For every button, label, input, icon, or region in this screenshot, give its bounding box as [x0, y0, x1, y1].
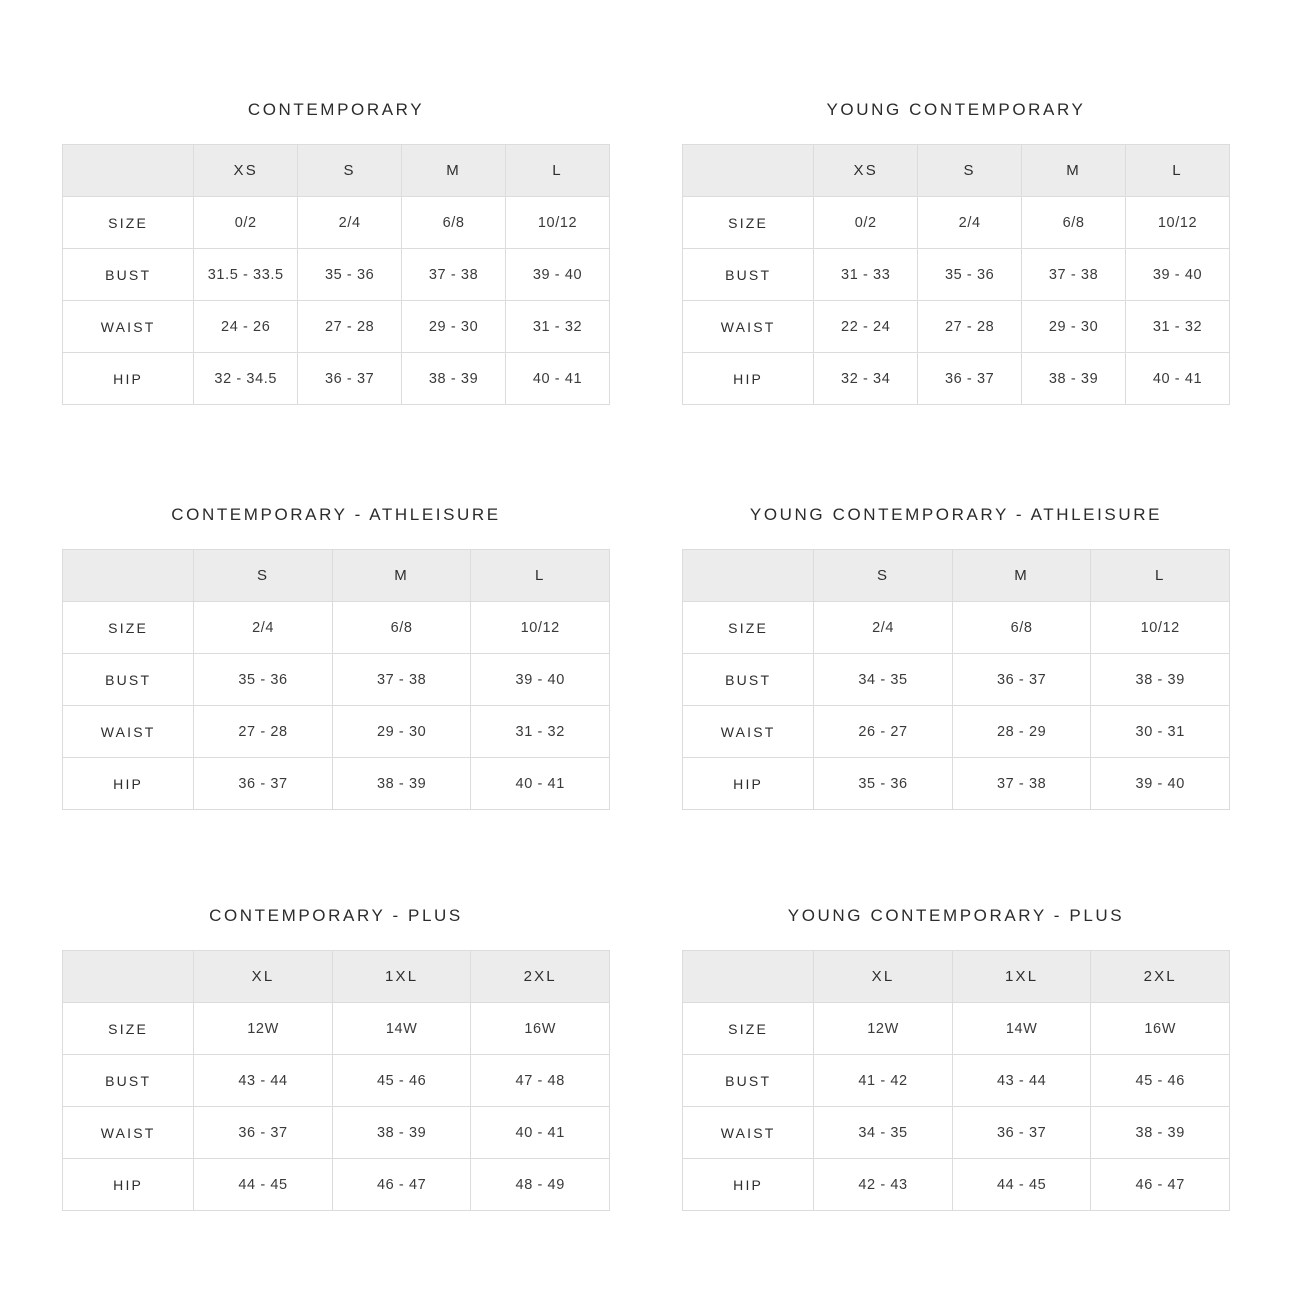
- table-cell: 2/4: [918, 197, 1022, 249]
- table-cell: 48 - 49: [471, 1159, 610, 1211]
- row-label: BUST: [63, 249, 194, 301]
- table-cell: 10/12: [1091, 602, 1230, 654]
- table-cell: 0/2: [194, 197, 298, 249]
- table-head: [683, 145, 1230, 197]
- table-cell: 12W: [194, 1003, 333, 1055]
- table-cell: 44 - 45: [952, 1159, 1091, 1211]
- table-cell: 40 - 41: [506, 353, 610, 405]
- column-header: S: [194, 550, 333, 602]
- table-cell: 40 - 41: [471, 1107, 610, 1159]
- table-row: [63, 758, 610, 810]
- table-cell: 38 - 39: [1022, 353, 1126, 405]
- table-cell: 34 - 35: [814, 1107, 953, 1159]
- table-row: [63, 301, 610, 353]
- table-row: [683, 1003, 1230, 1055]
- table-cell: 39 - 40: [506, 249, 610, 301]
- row-label: WAIST: [683, 706, 814, 758]
- size-table: [682, 144, 1230, 405]
- table-cell: 27 - 28: [194, 706, 333, 758]
- table-cell: 10/12: [1126, 197, 1230, 249]
- table-corner-cell: [683, 145, 814, 197]
- table-corner-cell: [683, 951, 814, 1003]
- table-row: [63, 197, 610, 249]
- block-title: YOUNG CONTEMPORARY - PLUS: [787, 906, 1125, 925]
- row-label: HIP: [63, 353, 194, 405]
- table-header-row: [63, 550, 610, 602]
- column-header: XL: [814, 951, 953, 1003]
- table-cell: 37 - 38: [402, 249, 506, 301]
- size-chart-block-contemporary-plus: [62, 906, 610, 1211]
- table-cell: 6/8: [332, 602, 471, 654]
- size-chart-block-young-contemporary-athleisure: [682, 505, 1230, 810]
- table-head: [63, 550, 610, 602]
- table-cell: 36 - 37: [952, 1107, 1091, 1159]
- table-row: [63, 706, 610, 758]
- table-cell: 38 - 39: [1091, 654, 1230, 706]
- column-header: XL: [194, 951, 333, 1003]
- table-cell: 38 - 39: [402, 353, 506, 405]
- table-cell: 31 - 33: [814, 249, 918, 301]
- table-cell: 14W: [952, 1003, 1091, 1055]
- size-table: [62, 950, 610, 1211]
- table-corner-cell: [683, 550, 814, 602]
- table-cell: 31 - 32: [506, 301, 610, 353]
- block-title: CONTEMPORARY: [247, 100, 425, 119]
- row-label: SIZE: [63, 602, 194, 654]
- table-cell: 2/4: [194, 602, 333, 654]
- table-cell: 28 - 29: [952, 706, 1091, 758]
- table-corner-cell: [63, 550, 194, 602]
- section-spacer: [682, 810, 1230, 906]
- table-cell: 16W: [1091, 1003, 1230, 1055]
- table-cell: 36 - 37: [194, 1107, 333, 1159]
- column-header: L: [471, 550, 610, 602]
- table-row: [63, 1055, 610, 1107]
- table-cell: 39 - 40: [471, 654, 610, 706]
- row-label: WAIST: [683, 1107, 814, 1159]
- row-label: HIP: [683, 1159, 814, 1211]
- row-label: HIP: [63, 758, 194, 810]
- table-head: [63, 145, 610, 197]
- section-spacer: [62, 405, 610, 505]
- size-chart-block-contemporary: [62, 100, 610, 405]
- column-header: S: [918, 145, 1022, 197]
- table-row: [63, 602, 610, 654]
- table-cell: 47 - 48: [471, 1055, 610, 1107]
- table-cell: 10/12: [471, 602, 610, 654]
- table-row: [63, 1107, 610, 1159]
- table-cell: 38 - 39: [332, 758, 471, 810]
- section-spacer: [682, 405, 1230, 505]
- size-chart-block-contemporary-athleisure: [62, 505, 610, 810]
- table-cell: 12W: [814, 1003, 953, 1055]
- column-header: XS: [814, 145, 918, 197]
- table-row: [683, 1055, 1230, 1107]
- block-title: CONTEMPORARY - PLUS: [209, 906, 463, 925]
- column-header: M: [402, 145, 506, 197]
- table-corner-cell: [63, 951, 194, 1003]
- column-header: M: [332, 550, 471, 602]
- table-cell: 27 - 28: [918, 301, 1022, 353]
- row-label: SIZE: [63, 197, 194, 249]
- size-table: [62, 144, 610, 405]
- row-label: SIZE: [683, 602, 814, 654]
- table-cell: 43 - 44: [194, 1055, 333, 1107]
- table-cell: 40 - 41: [471, 758, 610, 810]
- table-row: [63, 1003, 610, 1055]
- column-header: 2XL: [1091, 951, 1230, 1003]
- table-cell: 42 - 43: [814, 1159, 953, 1211]
- table-cell: 2/4: [298, 197, 402, 249]
- table-body: [683, 197, 1230, 405]
- table-cell: 46 - 47: [332, 1159, 471, 1211]
- size-chart-grid: [62, 100, 1230, 1211]
- table-row: [683, 1107, 1230, 1159]
- table-cell: 10/12: [506, 197, 610, 249]
- table-row: [63, 654, 610, 706]
- table-corner-cell: [63, 145, 194, 197]
- table-row: [683, 249, 1230, 301]
- row-label: HIP: [63, 1159, 194, 1211]
- row-label: WAIST: [683, 301, 814, 353]
- row-label: WAIST: [63, 1107, 194, 1159]
- table-cell: 35 - 36: [298, 249, 402, 301]
- table-cell: 41 - 42: [814, 1055, 953, 1107]
- table-head: [63, 951, 610, 1003]
- table-cell: 29 - 30: [1022, 301, 1126, 353]
- table-cell: 44 - 45: [194, 1159, 333, 1211]
- block-title: YOUNG CONTEMPORARY - ATHLEISURE: [749, 505, 1163, 524]
- column-header: L: [1091, 550, 1230, 602]
- table-cell: 37 - 38: [332, 654, 471, 706]
- column-header: L: [506, 145, 610, 197]
- row-label: HIP: [683, 353, 814, 405]
- table-cell: 37 - 38: [952, 758, 1091, 810]
- column-header: 2XL: [471, 951, 610, 1003]
- column-header: M: [952, 550, 1091, 602]
- table-cell: 39 - 40: [1091, 758, 1230, 810]
- table-body: [683, 1003, 1230, 1211]
- table-cell: 14W: [332, 1003, 471, 1055]
- section-spacer: [62, 810, 610, 906]
- table-cell: 38 - 39: [1091, 1107, 1230, 1159]
- table-row: [683, 706, 1230, 758]
- table-cell: 36 - 37: [194, 758, 333, 810]
- column-header: 1XL: [952, 951, 1091, 1003]
- size-table: [682, 950, 1230, 1211]
- block-title: CONTEMPORARY - ATHLEISURE: [171, 505, 501, 524]
- table-header-row: [683, 550, 1230, 602]
- table-cell: 35 - 36: [814, 758, 953, 810]
- column-header: L: [1126, 145, 1230, 197]
- table-row: [683, 197, 1230, 249]
- table-cell: 24 - 26: [194, 301, 298, 353]
- size-table: [682, 549, 1230, 810]
- table-cell: 45 - 46: [332, 1055, 471, 1107]
- table-row: [683, 301, 1230, 353]
- table-cell: 32 - 34: [814, 353, 918, 405]
- table-body: [683, 602, 1230, 810]
- table-cell: 16W: [471, 1003, 610, 1055]
- table-row: [683, 654, 1230, 706]
- size-chart-block-young-contemporary: [682, 100, 1230, 405]
- table-cell: 6/8: [952, 602, 1091, 654]
- table-cell: 46 - 47: [1091, 1159, 1230, 1211]
- table-cell: 22 - 24: [814, 301, 918, 353]
- row-label: BUST: [683, 1055, 814, 1107]
- table-row: [683, 1159, 1230, 1211]
- column-header: S: [298, 145, 402, 197]
- table-row: [63, 1159, 610, 1211]
- table-cell: 36 - 37: [918, 353, 1022, 405]
- table-cell: 38 - 39: [332, 1107, 471, 1159]
- table-cell: 36 - 37: [952, 654, 1091, 706]
- table-cell: 43 - 44: [952, 1055, 1091, 1107]
- row-label: WAIST: [63, 301, 194, 353]
- size-table: [62, 549, 610, 810]
- row-label: BUST: [63, 654, 194, 706]
- table-cell: 31.5 - 33.5: [194, 249, 298, 301]
- table-cell: 31 - 32: [1126, 301, 1230, 353]
- row-label: BUST: [63, 1055, 194, 1107]
- table-cell: 6/8: [402, 197, 506, 249]
- row-label: BUST: [683, 249, 814, 301]
- table-row: [63, 249, 610, 301]
- table-cell: 40 - 41: [1126, 353, 1230, 405]
- table-cell: 0/2: [814, 197, 918, 249]
- table-body: [63, 602, 610, 810]
- table-header-row: [683, 951, 1230, 1003]
- row-label: WAIST: [63, 706, 194, 758]
- table-cell: 30 - 31: [1091, 706, 1230, 758]
- table-header-row: [63, 951, 610, 1003]
- table-cell: 34 - 35: [814, 654, 953, 706]
- row-label: SIZE: [63, 1003, 194, 1055]
- table-cell: 29 - 30: [332, 706, 471, 758]
- table-cell: 31 - 32: [471, 706, 610, 758]
- table-row: [683, 602, 1230, 654]
- size-chart-block-young-contemporary-plus: [682, 906, 1230, 1211]
- table-cell: 26 - 27: [814, 706, 953, 758]
- table-row: [63, 353, 610, 405]
- column-header: S: [814, 550, 953, 602]
- row-label: HIP: [683, 758, 814, 810]
- table-cell: 2/4: [814, 602, 953, 654]
- table-head: [683, 550, 1230, 602]
- row-label: SIZE: [683, 1003, 814, 1055]
- table-body: [63, 197, 610, 405]
- table-body: [63, 1003, 610, 1211]
- column-header: M: [1022, 145, 1126, 197]
- table-cell: 35 - 36: [918, 249, 1022, 301]
- table-head: [683, 951, 1230, 1003]
- table-header-row: [683, 145, 1230, 197]
- table-cell: 32 - 34.5: [194, 353, 298, 405]
- table-cell: 36 - 37: [298, 353, 402, 405]
- table-row: [683, 353, 1230, 405]
- block-title: YOUNG CONTEMPORARY: [826, 100, 1086, 119]
- row-label: BUST: [683, 654, 814, 706]
- row-label: SIZE: [683, 197, 814, 249]
- column-header: XS: [194, 145, 298, 197]
- table-cell: 29 - 30: [402, 301, 506, 353]
- table-cell: 39 - 40: [1126, 249, 1230, 301]
- table-cell: 6/8: [1022, 197, 1126, 249]
- table-cell: 35 - 36: [194, 654, 333, 706]
- table-cell: 37 - 38: [1022, 249, 1126, 301]
- table-header-row: [63, 145, 610, 197]
- table-row: [683, 758, 1230, 810]
- column-header: 1XL: [332, 951, 471, 1003]
- table-cell: 27 - 28: [298, 301, 402, 353]
- table-cell: 45 - 46: [1091, 1055, 1230, 1107]
